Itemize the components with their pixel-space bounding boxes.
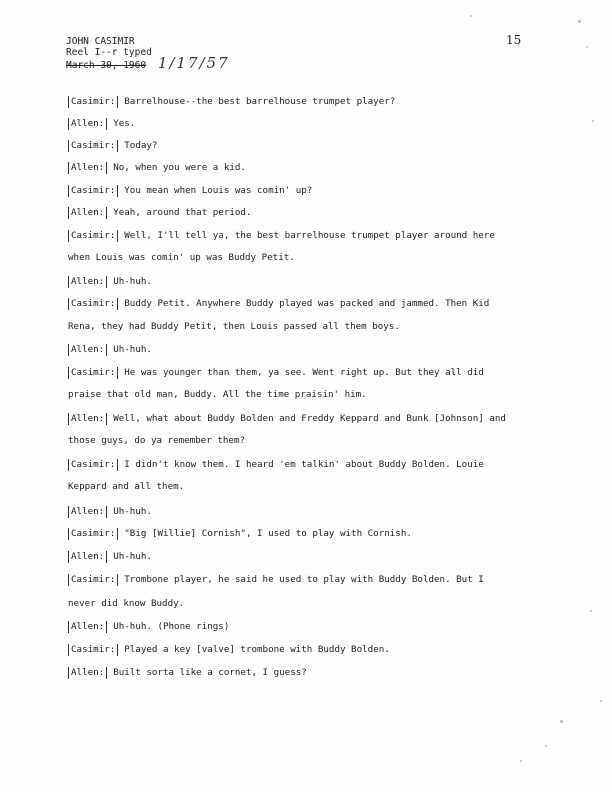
speaker-label: Allen: [68,344,107,356]
dialogue-line [68,252,295,264]
speaker-label: Allen: [68,621,107,633]
dialogue-text: Built sorta like a cornet, I guess? [113,667,307,678]
page-number: 15 [506,33,522,47]
dialogue-text: Well, I'll tell ya, the best barrelhouse trumpet player around here [124,230,495,241]
scan-speck [520,760,522,762]
dialogue-line [68,162,246,174]
dialogue-text: Uh-huh. [113,551,152,562]
dialogue-line [68,667,307,679]
scan-speck [586,46,588,48]
scan-speck [560,720,563,723]
speaker-label: Allen: [68,551,107,563]
dialogue-text: Today? [124,140,158,151]
dialogue-line [68,598,184,610]
dialogue-line [68,574,484,586]
dialogue-text: Played a key [valve] trombone with Buddy Bolden. [124,644,390,655]
speaker-label: Allen: [68,667,107,679]
scan-speck [592,120,594,122]
dialogue-text: Uh-huh. [113,344,152,355]
dialogue-line [68,413,506,425]
handwritten-date: 1/17/57 [157,54,230,72]
speaker-label: Casimir: [68,140,118,152]
scan-speck [600,700,602,702]
dialogue-text: Well, what about Buddy Bolden and Freddy Keppard and Bunk [Johnson] and [113,413,506,424]
dialogue-text: No, when you were a kid. [113,162,246,173]
scan-speck [470,15,472,17]
dialogue-line [68,207,252,219]
speaker-label: Allen: [68,413,107,425]
dialogue-text: You mean when Louis was comin' up? [124,185,313,196]
speaker-label: Casimir: [68,459,118,471]
speaker-label: Casimir: [68,298,118,310]
speaker-label: Allen: [68,207,107,219]
dialogue-line [68,435,245,447]
dialogue-line [68,389,367,401]
dialogue-text: Uh-huh. [113,506,152,517]
dialogue-line [68,644,390,656]
dialogue-line [68,528,412,540]
scan-speck [578,20,581,23]
speaker-label: Casimir: [68,185,118,197]
speaker-label: Casimir: [68,230,118,242]
dialogue-line [68,344,152,356]
dialogue-line [68,621,229,633]
dialogue-line [68,367,484,379]
dialogue-text: He was younger than them, ya see. Went right up. But they all did [124,367,484,378]
dialogue-text: praise that old man, Buddy. All the time praisin' him. [68,389,367,400]
speaker-label: Allen: [68,162,107,174]
scan-speck [590,610,592,612]
speaker-label: Allen: [68,276,107,288]
speaker-label: Allen: [68,118,107,130]
speaker-label: Casimir: [68,367,118,379]
dialogue-text: Keppard and all them. [68,481,185,492]
dialogue-text: Uh-huh. (Phone rings) [113,621,230,632]
dialogue-line [68,481,184,493]
dialogue-text: Barrelhouse--the best barrelhouse trumpet player? [124,96,396,107]
dialogue-text: Uh-huh. [113,276,152,287]
dialogue-text: Yeah, around that period. [113,207,252,218]
dialogue-text: when Louis was comin' up was Buddy Petit. [68,252,295,263]
dialogue-line [68,140,157,152]
dialogue-text: never did know Buddy. [68,598,185,609]
speaker-label: Casimir: [68,574,118,586]
dialogue-line [68,551,152,563]
speaker-label: Allen: [68,506,107,518]
dialogue-line [68,185,312,197]
dialogue-text: Buddy Petit. Anywhere Buddy played was packed and jammed. Then Kid [124,298,490,309]
dialogue-line [68,96,395,108]
speaker-label: Casimir: [68,528,118,540]
speaker-label: Casimir: [68,96,118,108]
dialogue-text: Yes. [113,118,136,129]
dialogue-text: Trombone player, he said he used to play with Buddy Bolden. But I [124,574,484,585]
dialogue-line [68,298,489,310]
scan-speck [545,745,547,747]
dialogue-text: Rena, they had Buddy Petit, then Louis passed all them boys. [68,321,400,332]
interviewee-name: JOHN CASIMIR [66,36,135,47]
dialogue-text: "Big [Willie] Cornish", I used to play with Cornish. [124,528,412,539]
struck-date: March 30, 1960 [66,60,147,71]
dialogue-line [68,118,135,130]
dialogue-line [68,230,495,242]
dialogue-line [68,459,484,471]
dialogue-line [68,276,152,288]
dialogue-line [68,321,400,333]
dialogue-line [68,506,152,518]
reel-label: Reel I--r typed [66,47,152,58]
speaker-label: Casimir: [68,644,118,656]
dialogue-text: I didn't know them. I heard 'em talkin' about Buddy Bolden. Louie [124,459,484,470]
dialogue-text: those guys, do ya remember them? [68,435,246,446]
